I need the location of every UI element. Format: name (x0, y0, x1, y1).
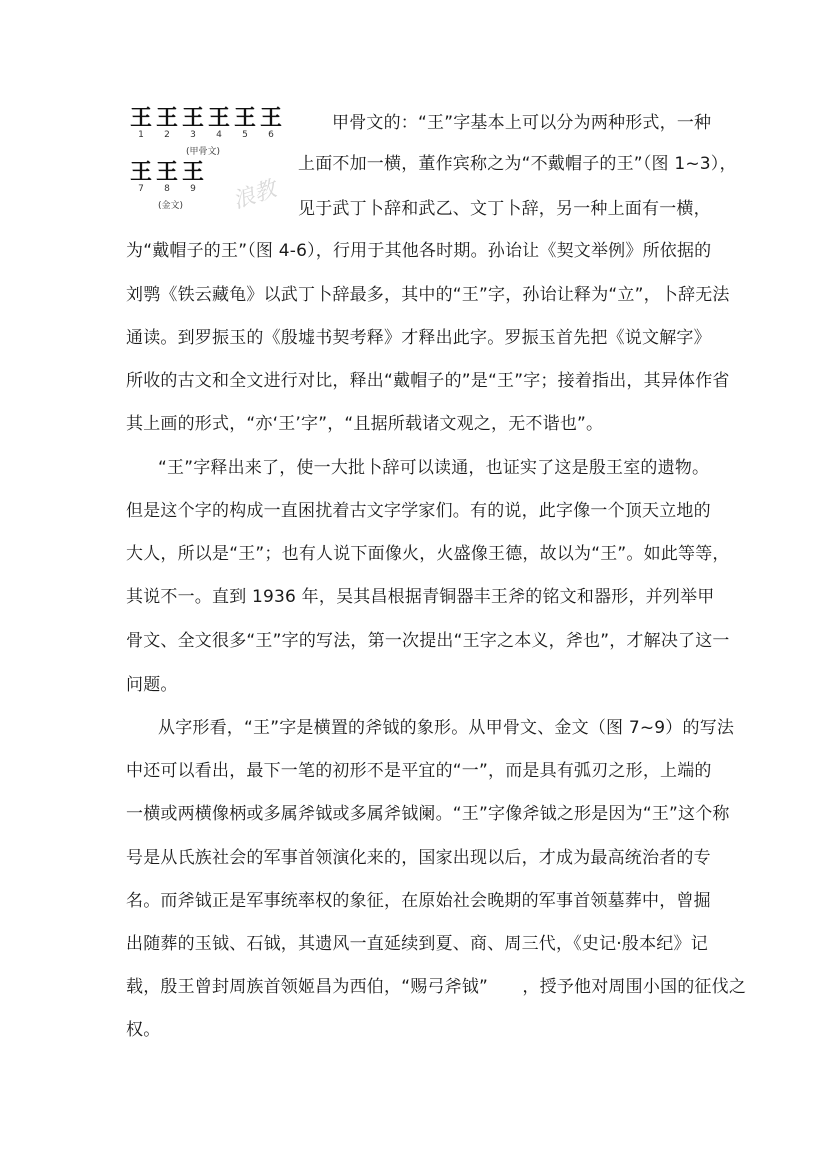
text-line: 一横或两横像柄或多属斧钺或多属斧钺阑。“王”字像斧钺之形是因为“王”这个称 (126, 804, 730, 824)
glyph-number: 7 (138, 184, 144, 194)
glyph-cell (206, 106, 232, 141)
glyph: 王 (207, 105, 230, 131)
text-line: 问题。 (126, 675, 178, 695)
text-line: 但是这个字的构成一直困扰着古文字学家们。有的说，此字像一个顶天立地的 (126, 501, 711, 521)
glyph: 王 (233, 105, 256, 131)
oracle-bone-row (128, 106, 284, 141)
glyph: 王 (181, 159, 204, 185)
glyph-number: 9 (190, 184, 196, 194)
text-line: 见于武丁卜辞和武乙、文丁卜辞，另一种上面有一横， (298, 199, 711, 219)
text-line: 权。 (126, 1020, 161, 1040)
text-line: 名。而斧钺正是军事统率权的象征，在原始社会晚期的军事首领墓葬中，曾掘 (126, 891, 711, 911)
text-line: “王”字释出来了，使一大批卜辞可以读通，也证实了这是殷王室的遗物。 (158, 458, 710, 478)
wang-character-figure (128, 104, 298, 224)
glyph: 王 (259, 105, 282, 131)
text-line: 载，殷王曾封周族首领姬昌为西伯，“赐弓斧钺” ，授予他对周围小国的征伐之 (126, 977, 747, 997)
text-line: 其上画的形式，“亦‘王’字”，“且据所载诸文观之，无不谐也”。 (126, 414, 604, 434)
glyph: 王 (181, 105, 204, 131)
glyph-number: 8 (164, 184, 170, 194)
text-line: 骨文、全文很多“王”字的写法，第一次提出“王字之本义，斧也”，才解决了这一 (126, 631, 730, 651)
text-line: 通读。到罗振玉的《殷墟书契考释》才释出此字。罗振玉首先把《说文解字》 (126, 328, 711, 348)
glyph-number: 6 (268, 130, 274, 140)
text-line: 为“戴帽子的王”（图 4-6），行用于其他各时期。孙诒让《契文举例》所依据的 (126, 241, 712, 261)
text-line: 刘鹗《铁云藏龟》以武丁卜辞最多，其中的“王”字，孙诒让释为“立”，卜辞无法 (126, 285, 730, 305)
watermark: 浪教 (229, 176, 280, 215)
glyph-number: 4 (216, 130, 222, 140)
text-line: 出随葬的玉钺、石钺，其遗风一直延续到夏、商、周三代，《史记·殷本纪》记 (126, 934, 708, 954)
glyph-cell (128, 160, 154, 195)
bronze-inscription-row (128, 160, 206, 195)
oracle-bone-caption: (甲骨文) (186, 147, 221, 157)
text-line: 号是从氏族社会的军事首领演化来的，国家出现以后，才成为最高统治者的专 (126, 848, 711, 868)
glyph-cell (180, 160, 206, 195)
text-line: 中还可以看出，最下一笔的初形不是平宜的“一”，而是具有弧刃之形，上端的 (126, 761, 712, 781)
glyph: 王 (129, 159, 152, 185)
glyph: 王 (155, 105, 178, 131)
text-line: 其说不一。直到 1936 年，吴其昌根据青铜器丰王斧的铭文和器形，并列举甲 (126, 587, 715, 607)
glyph: 王 (155, 159, 178, 185)
glyph-number: 5 (242, 130, 248, 140)
text-line: 上面不加一横，董作宾称之为“不戴帽子的王”（图 1~3）， (298, 154, 737, 174)
glyph-number: 3 (190, 130, 196, 140)
glyph-cell (128, 106, 154, 141)
glyph-cell (154, 106, 180, 141)
text-line: 从字形看，“王”字是横置的斧钺的象形。从甲骨文、金文（图 7~9）的写法 (158, 718, 735, 738)
bronze-inscription-caption: (金文) (158, 201, 184, 211)
text-line: 所收的古文和全文进行对比，释出“戴帽子的”是“王”字；接着指出，其异体作省 (126, 371, 730, 391)
glyph-number: 1 (138, 130, 144, 140)
text-line: 大人，所以是“王”；也有人说下面像火，火盛像王德，故以为“王”。如此等等， (126, 544, 730, 564)
glyph-cell (232, 106, 258, 141)
glyph: 王 (129, 105, 152, 131)
text-line: 甲骨文的：“王”字基本上可以分为两种形式，一种 (332, 113, 712, 133)
glyph-cell (180, 106, 206, 141)
glyph-cell (258, 106, 284, 141)
glyph-cell (154, 160, 180, 195)
glyph-number: 2 (164, 130, 170, 140)
